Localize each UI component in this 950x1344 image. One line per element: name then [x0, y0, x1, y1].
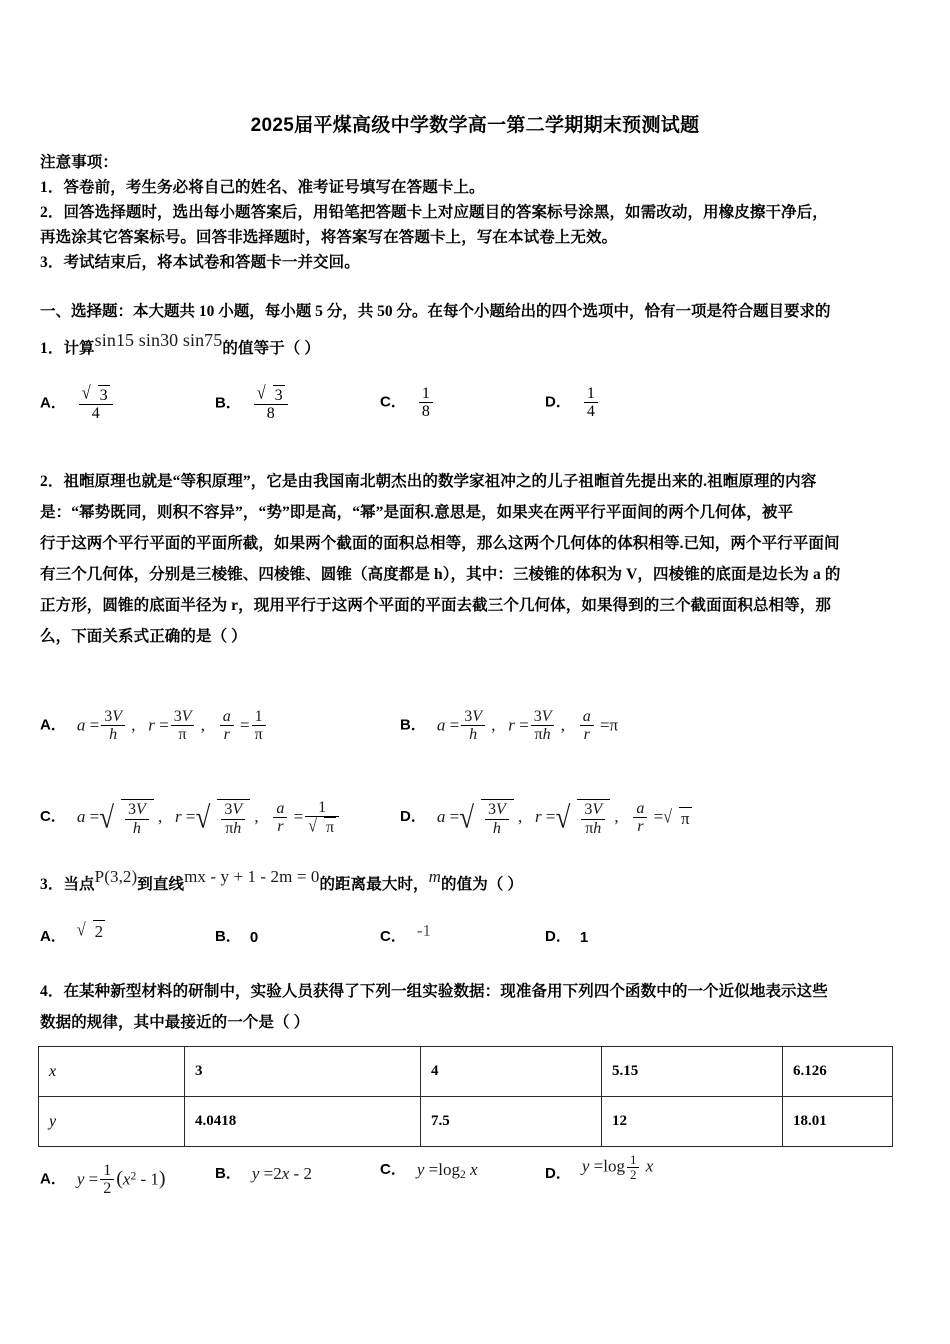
question-4-option-b-label: B．	[215, 1165, 241, 1182]
question-1-option-a[interactable]	[40, 385, 115, 423]
question-3-option-b-label: B．	[215, 928, 241, 945]
question-2-line-1: 祖暅原理也就是“等积原理”，它是由我国南北朝杰出的数学家祖冲之的儿子祖暅首先提出来的.祖暅原理的内容	[63, 473, 817, 490]
table-cell-x-2: 4	[421, 1047, 602, 1097]
question-4-option-c-label: C．	[380, 1161, 406, 1178]
table-row-y	[39, 1097, 893, 1147]
question-4-option-b[interactable]	[215, 1162, 312, 1184]
question-1-option-d-label: D．	[545, 393, 571, 411]
question-3-option-a-label: A．	[40, 928, 66, 945]
question-2-line-6: 么，下面关系式正确的是（ ）	[40, 628, 247, 645]
question-3-stem-after: 的距离最大时，	[319, 876, 429, 893]
question-3-option-d[interactable]	[545, 925, 588, 946]
notice-item-1: 1．答卷前，考生务必将自己的姓名、准考证号填写在答题卡上。	[40, 179, 485, 196]
question-4-option-b-value: y =2x - 2	[251, 1164, 312, 1184]
question-3-option-a-value: √ 2	[76, 920, 104, 942]
question-1-option-d[interactable]	[545, 385, 600, 421]
question-3-option-a[interactable]	[40, 920, 105, 948]
question-3-point: P(3,2)	[94, 867, 138, 886]
notices-block	[40, 150, 910, 275]
question-2-line-3: 行于这两个平行平面的平面所截，如果两个截面的面积总相等，那么这两个几何体的体积相等.已知，两个平行平面间	[40, 535, 840, 552]
question-2-option-d-label: D．	[400, 808, 426, 826]
notice-item-2: 2．回答选择题时，选出每小题答案后，用铅笔把答题卡上对应题目的答案标号涂黑，如需改动，用橡皮擦干净后，	[40, 204, 828, 221]
table-cell-x-3: 5.15	[602, 1047, 783, 1097]
table-cell-y-4: 18.01	[783, 1097, 893, 1147]
question-4-option-a-value: y = $\frac{1}{2}$ $(x^2 - 1)$	[76, 1162, 166, 1198]
question-1-stem	[40, 332, 920, 364]
table-cell-y-3: 12	[602, 1097, 783, 1147]
question-2-line-4: 有三个几何体，分别是三棱锥、四棱锥、圆锥（高度都是 h），其中：三棱锥的体积为 V，四棱锥的底面是边长为 a 的	[40, 566, 841, 583]
table-cell-x-1: 3	[185, 1047, 421, 1097]
question-1-option-c-value: $\frac{1}{8}$	[417, 385, 435, 421]
question-4-option-d-value: y =log $_{\frac{1}{2}}$ x	[581, 1152, 654, 1183]
question-3-option-c[interactable]	[380, 921, 432, 947]
question-2-option-d[interactable]	[400, 798, 692, 837]
section-heading-choice: 一、选择题：本大题共 10 小题，每小题 5 分，共 50 分。在每个小题给出的四个选项中，恰有一项是符合题目要求的	[40, 303, 831, 320]
question-1-option-c-label: C．	[380, 393, 406, 411]
question-2-line-2: 是：“幂势既同，则积不容异”，“势”即是高，“幂”是面积.意思是，如果夹在两平行平面间的两个几何体，被平	[40, 504, 794, 521]
question-3-stem-before: 当点	[63, 876, 95, 893]
question-2-option-a-label: A．	[40, 716, 66, 734]
question-3-option-d-value: 1	[579, 928, 589, 946]
question-3-stem-mid: 到直线	[137, 876, 185, 893]
question-3-variable: m	[428, 867, 442, 886]
table-cell-y-label: y	[39, 1097, 185, 1147]
question-4-stem	[40, 976, 918, 1038]
question-4-option-a[interactable]	[40, 1162, 166, 1198]
question-2-line-5: 正方形，圆锥的底面半径为 r，现用平行于这两个平面的平面去截三个几何体，如果得到的三个截面面积总相等，那	[40, 597, 831, 614]
table-cell-x-4: 6.126	[783, 1047, 893, 1097]
question-3-number: 3．	[40, 876, 64, 893]
question-3-stem	[40, 868, 920, 900]
table-cell-x-label: x	[39, 1047, 185, 1097]
question-2-option-b[interactable]	[400, 708, 618, 744]
question-3-option-b-value: 0	[249, 928, 259, 946]
question-4-option-a-label: A．	[40, 1170, 66, 1188]
experiment-data-table	[38, 1046, 893, 1147]
page-title: 2025届平煤高级中学数学高一第二学期期末预测试题	[250, 115, 700, 136]
table-cell-y-1: 4.0418	[185, 1097, 421, 1147]
question-1-stem-after: 的值等于（ ）	[222, 340, 320, 357]
question-2-number: 2．	[40, 473, 64, 490]
table-row-x	[39, 1047, 893, 1097]
notices-heading: 注意事项：	[40, 154, 119, 171]
question-1-option-c[interactable]	[380, 385, 435, 421]
question-2-option-c-label: C．	[40, 808, 66, 826]
question-4-option-d-label: D．	[545, 1165, 571, 1183]
question-2-option-b-label: B．	[400, 716, 426, 734]
notice-item-2-cont: 再选涂其它答案标号。回答非选择题时，将答案写在答题卡上，写在本试卷上无效。	[40, 229, 618, 246]
notice-item-3: 3．考试结束后，将本试卷和答题卡一并交回。	[40, 254, 360, 271]
table-cell-y-2: 7.5	[421, 1097, 602, 1147]
question-2-stem	[40, 466, 918, 652]
question-4-option-c-value: $y =\log_2$ x	[416, 1159, 478, 1181]
question-1-option-a-label: A．	[40, 394, 66, 412]
question-1-stem-math: sin15 sin30 sin75	[94, 330, 223, 350]
question-4-line-2: 数据的规律，其中最接近的一个是（ ）	[40, 1014, 310, 1031]
question-2-option-d-value: a =√ $\frac{3V}{h}$ , r =√ $\frac{3V}{\pi h}$ , $\frac{a}{r}$ =√ π	[436, 799, 690, 837]
question-4-number: 4．	[40, 983, 64, 1000]
question-3-option-d-label: D．	[545, 928, 571, 945]
question-4-option-c[interactable]	[380, 1158, 478, 1181]
question-3-option-c-value: -1	[416, 921, 432, 941]
question-1-number: 1．	[40, 340, 64, 357]
question-3-option-b[interactable]	[215, 925, 258, 946]
question-1-option-b-value: $\frac{√ 3}{8}$	[252, 385, 290, 423]
question-3-stem-end: 的值为（ ）	[441, 876, 524, 893]
question-4-option-d[interactable]	[545, 1152, 654, 1189]
question-1-stem-before: 计算	[63, 340, 95, 357]
question-1-option-b-label: B．	[215, 394, 241, 412]
question-3-option-c-label: C．	[380, 928, 406, 945]
question-2-option-c-value: a =√ $\frac{3V}{h}$ , r =√ $\frac{3V}{\pi h}$ , $\frac{a}{r}$ = $\frac{1}{√ \pi}$	[77, 798, 341, 837]
question-2-option-c[interactable]	[40, 798, 341, 837]
question-2-option-a-value: a = $\frac{3V}{h}$ , r = $\frac{3V}{\pi}$ , $\frac{a}{r}$ = $\frac{1}{\pi}$	[77, 708, 268, 744]
question-2-option-a[interactable]	[40, 708, 268, 744]
question-1-option-d-value: $\frac{1}{4}$	[582, 385, 600, 421]
question-3-line-eq: mx - y + 1 - 2m = 0	[184, 867, 320, 886]
question-1-option-a-value: $\frac{√ 3}{4}$	[77, 385, 115, 423]
question-1-option-b[interactable]	[215, 385, 290, 423]
question-4-line-1: 在某种新型材料的研制中，实验人员获得了下列一组实验数据：现准备用下列四个函数中的一个近似地表示这些	[63, 983, 828, 1000]
question-2-option-b-value: a = $\frac{3V}{h}$ , r = $\frac{3V}{\pi h}$ , $\frac{a}{r}$ =π	[436, 708, 619, 744]
